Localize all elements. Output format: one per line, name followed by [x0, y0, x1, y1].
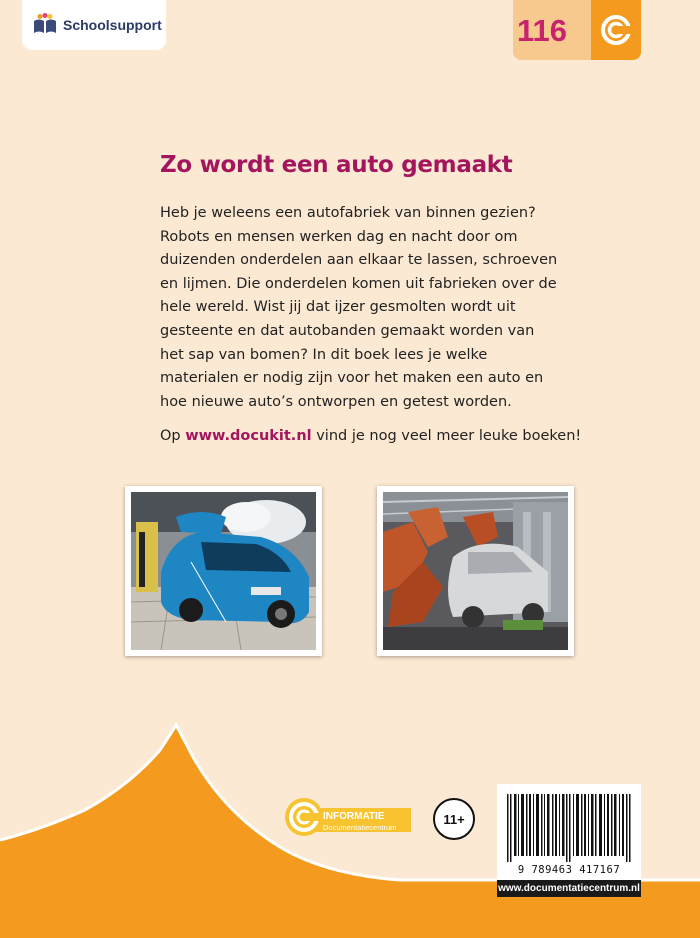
- series-number-box: [513, 0, 641, 60]
- brand-name: Schoolsupport: [63, 17, 162, 33]
- informatie-label: [323, 811, 413, 833]
- age-rating-badge: 11+: [433, 798, 475, 840]
- series-badge: [591, 0, 641, 60]
- schoolsupport-logo: [22, 0, 166, 50]
- cta-prefix: Op: [160, 428, 186, 444]
- car-factory-photo: [377, 486, 574, 656]
- book-people-icon: [32, 13, 58, 37]
- isbn-barcode: [497, 784, 641, 880]
- docukit-link[interactable]: www.docukit.nl: [185, 428, 312, 444]
- website-footer[interactable]: www.documentatiecentrum.nl: [497, 880, 641, 897]
- cta-suffix: vind je nog veel meer leuke boeken!: [311, 428, 582, 444]
- informatie-title: INFORMATIE: [323, 811, 385, 822]
- isbn-number: 9 789463 417167: [517, 864, 621, 876]
- barcode-bars: [507, 794, 631, 862]
- book-description: Heb je weleens een autofabriek van binnen gezien? Robots en mensen werken dag en nacht door om duizenden onderdelen aan elkaar te lassen, schroeven en lijmen. Die onderdelen komen uit fabrieken over de hele wereld. Wist jij dat ijzer gesmolten wordt uit gesteente en dat autobanden gemaakt worden van het sap van bomen? In dit boek lees je welke materialen er nodig zijn voor het maken een auto en hoe nieuwe auto’s ontworpen en getest worden.: [160, 205, 558, 410]
- book-title: Zo wordt een auto gemaakt: [160, 152, 513, 178]
- crash-test-photo: [125, 486, 322, 656]
- website-callout: [160, 428, 580, 444]
- series-number: 116: [517, 13, 568, 48]
- informatie-subtitle: Documentatiecentrum: [323, 823, 397, 832]
- swirl-logo-icon: [600, 14, 632, 46]
